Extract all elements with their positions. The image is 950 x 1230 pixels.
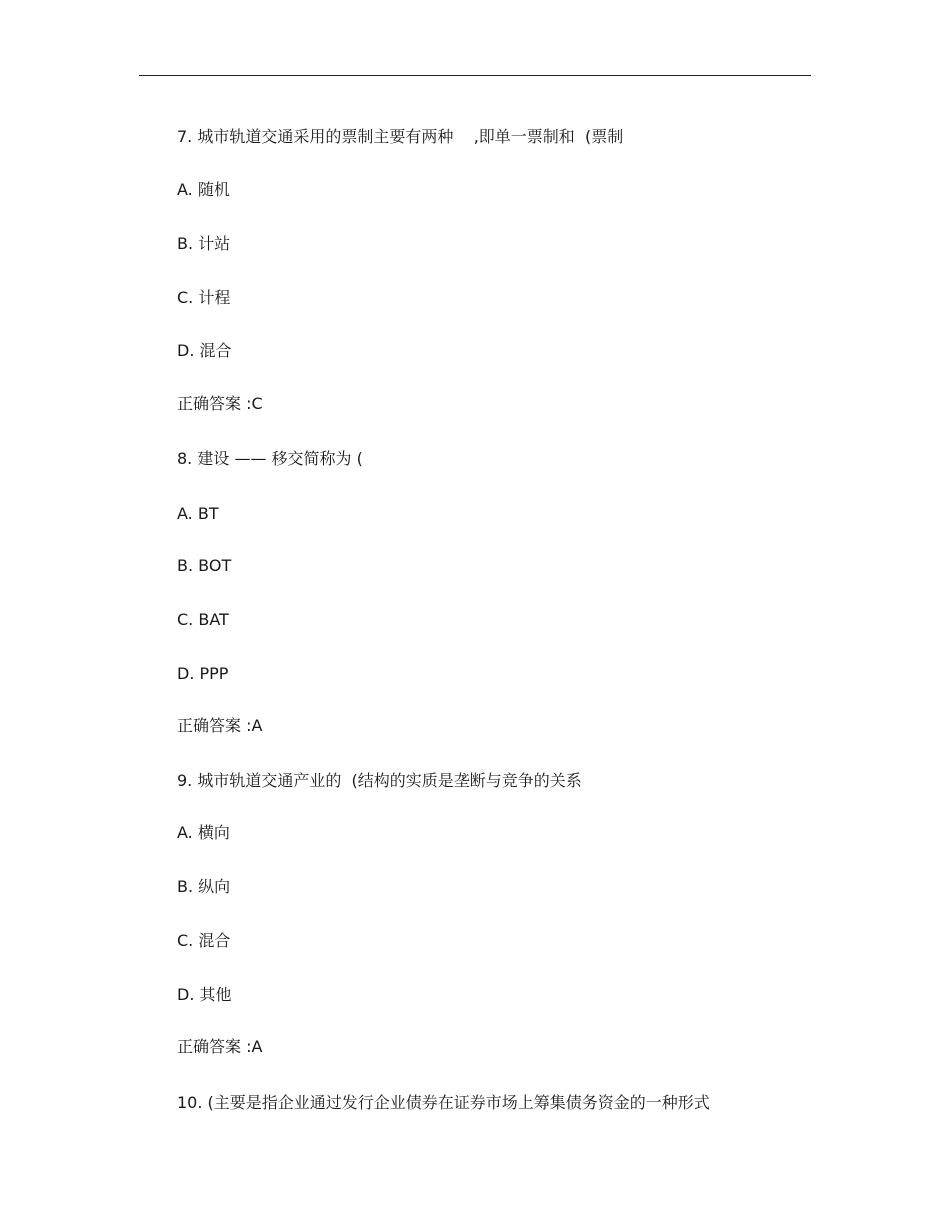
question-7-text: 7. 城市轨道交通采用的票制主要有两种 ,即单一票制和 (票制 xyxy=(177,127,624,146)
question-7-option-d: D. 混合 xyxy=(177,341,232,360)
question-7-answer: 正确答案 :C xyxy=(177,394,263,413)
question-10-text: 10. (主要是指企业通过发行企业债券在证券市场上筹集债务资金的一种形式 xyxy=(177,1093,710,1112)
question-8-option-d: D. PPP xyxy=(177,664,229,683)
question-9-option-d: D. 其他 xyxy=(177,985,232,1004)
question-9-answer: 正确答案 :A xyxy=(177,1037,263,1056)
question-9-option-b: B. 纵向 xyxy=(177,877,231,896)
question-9-option-a: A. 横向 xyxy=(177,823,230,842)
header-rule xyxy=(139,75,811,76)
question-7-option-c: C. 计程 xyxy=(177,288,231,307)
question-8-option-c: C. BAT xyxy=(177,610,229,629)
question-7-option-b: B. 计站 xyxy=(177,234,231,253)
question-7-option-a: A. 随机 xyxy=(177,180,230,199)
question-9-option-c: C. 混合 xyxy=(177,931,231,950)
question-8-answer: 正确答案 :A xyxy=(177,716,263,735)
question-8-option-a: A. BT xyxy=(177,504,219,523)
question-9-text: 9. 城市轨道交通产业的 (结构的实质是垄断与竞争的关系 xyxy=(177,771,582,790)
question-8-option-b: B. BOT xyxy=(177,556,232,575)
question-8-text: 8. 建设 —— 移交简称为 ( xyxy=(177,449,363,468)
